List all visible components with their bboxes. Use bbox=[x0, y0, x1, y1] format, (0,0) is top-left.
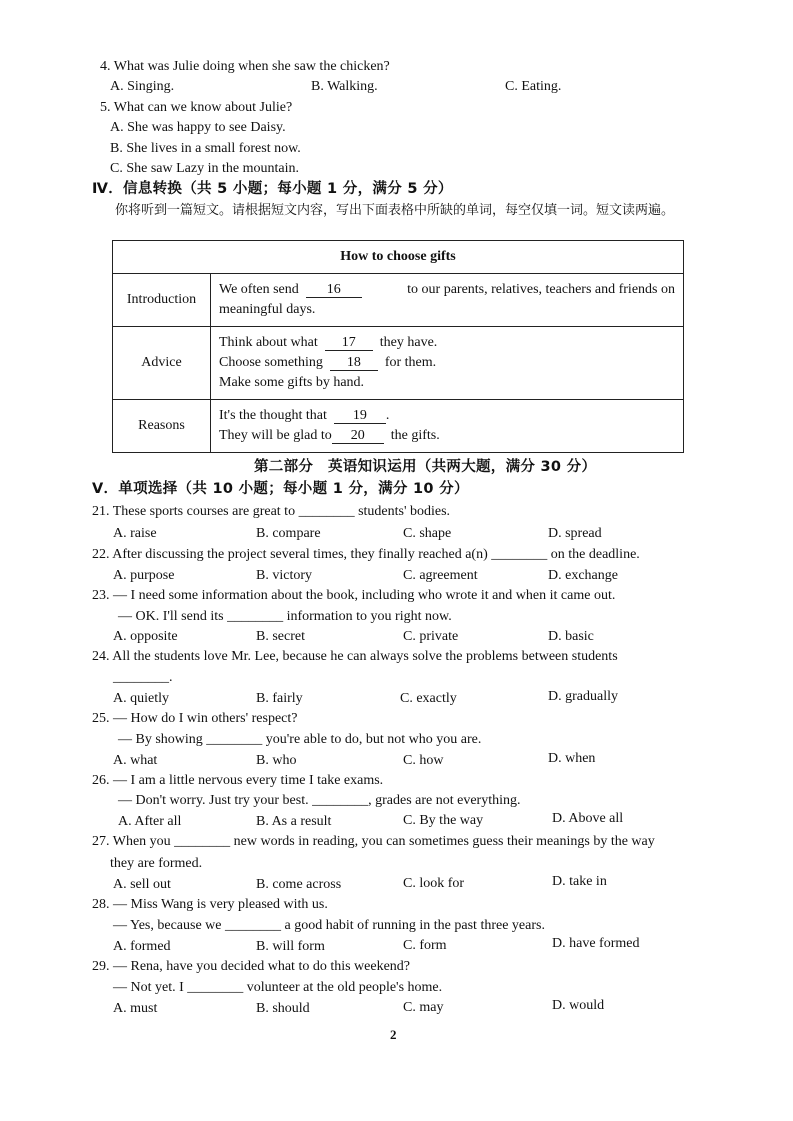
question-22-option-a: A. purpose bbox=[113, 568, 175, 583]
question-24-stem-wrapper bbox=[92, 648, 702, 666]
question-5-option-b: B. She lives in a small forest now. bbox=[110, 141, 301, 156]
cell-text: It's the thought that bbox=[219, 408, 327, 423]
question-23-option-b: B. secret bbox=[256, 629, 305, 644]
cell-text: We often send bbox=[219, 282, 299, 297]
question-29-option-a: A. must bbox=[113, 1001, 158, 1016]
section-4-instruction: 你将听到一篇短文。请根据短文内容，写出下面表格中所缺的单词，每空仅填一词。短文读两遍。 bbox=[115, 203, 675, 218]
question-5-option-c: C. She saw Lazy in the mountain. bbox=[110, 161, 299, 176]
question-25-option-c: C. how bbox=[403, 753, 444, 768]
question-26-option-a: A. After all bbox=[118, 814, 182, 829]
question-27-stem-line-2: they are formed. bbox=[110, 856, 203, 871]
question-23-option-d: D. basic bbox=[548, 629, 594, 644]
cell-text: meaningful days. bbox=[219, 302, 316, 317]
cell-text: . bbox=[385, 408, 390, 423]
question-27-option-d: D. take in bbox=[552, 874, 607, 889]
question-21-option-a: A. raise bbox=[113, 526, 157, 541]
section-4-heading: Ⅳ．信息转换（共 5 小题；每小题 1 分，满分 5 分） bbox=[92, 181, 453, 197]
row-label-introduction: Introduction bbox=[113, 274, 211, 327]
question-28-option-d: D. have formed bbox=[552, 936, 640, 951]
row-content-reasons bbox=[211, 400, 684, 453]
question-28-stem-line-2: — Yes, because we ________ a good habit of running in the past three years. bbox=[113, 918, 545, 933]
question-26-option-b: B. As a result bbox=[256, 814, 332, 829]
cell-text: They will be glad to bbox=[219, 428, 332, 443]
blank-16: 16 bbox=[306, 282, 362, 298]
question-25-option-b: B. who bbox=[256, 753, 297, 768]
row-label-reasons: Reasons bbox=[113, 400, 211, 453]
blank-20: 20 bbox=[332, 428, 384, 444]
question-29-option-c: C. may bbox=[403, 1000, 444, 1015]
question-28-option-c: C. form bbox=[403, 938, 447, 953]
question-29-option-d: D. would bbox=[552, 998, 605, 1013]
table-title: How to choose gifts bbox=[113, 241, 684, 274]
question-25-stem-line-2: — By showing ________ you're able to do, but not who you are. bbox=[118, 732, 482, 747]
part-2-heading: 第二部分 英语知识运用（共两大题，满分 30 分） bbox=[254, 459, 597, 475]
question-21-option-d: D. spread bbox=[548, 526, 602, 541]
question-27-stem: 27. When you ________ new words in reading, you can sometimes guess their meanings by the way bbox=[92, 834, 655, 849]
question-24-option-b: B. fairly bbox=[256, 691, 303, 706]
blank-17: 17 bbox=[325, 335, 373, 351]
question-24-option-c: C. exactly bbox=[400, 691, 457, 706]
question-5-stem: 5. What can we know about Julie? bbox=[100, 100, 293, 115]
blank-19: 19 bbox=[334, 408, 386, 424]
question-24-stem-line-2: ________. bbox=[113, 670, 173, 685]
cell-text: Think about what bbox=[219, 335, 318, 350]
question-26-stem: 26. — I am a little nervous every time I take exams. bbox=[92, 773, 384, 788]
cell-text: Make some gifts by hand. bbox=[219, 375, 365, 390]
gift-table bbox=[112, 240, 684, 453]
question-5-option-a: A. She was happy to see Daisy. bbox=[110, 120, 286, 135]
question-25-stem: 25. — How do I win others' respect? bbox=[92, 711, 298, 726]
question-24-option-a: A. quietly bbox=[113, 691, 169, 706]
question-26-option-d: D. Above all bbox=[552, 811, 624, 826]
question-26-stem-line-2: — Don't worry. Just try your best. ________, grades are not everything. bbox=[118, 793, 521, 808]
question-26-option-c: C. By the way bbox=[403, 813, 484, 828]
row-content-advice bbox=[211, 327, 684, 400]
question-29-stem: 29. — Rena, have you decided what to do this weekend? bbox=[92, 959, 411, 974]
question-22-option-c: C. agreement bbox=[403, 568, 478, 583]
row-label-advice: Advice bbox=[113, 327, 211, 400]
question-23-stem: 23. — I need some information about the book, including who wrote it and when it came out. bbox=[92, 588, 616, 603]
question-22-option-b: B. victory bbox=[256, 568, 312, 583]
cell-text: the gifts. bbox=[390, 428, 440, 443]
question-25-option-a: A. what bbox=[113, 753, 158, 768]
question-4-stem: 4. What was Julie doing when she saw the chicken? bbox=[100, 59, 390, 74]
question-22-stem: 22. After discussing the project several times, they finally reached a(n) ________ on the deadline. bbox=[92, 547, 640, 562]
question-4-option-b: B. Walking. bbox=[311, 79, 378, 94]
cell-text: to our parents, relatives, teachers and friends on bbox=[407, 282, 675, 297]
question-4-option-c: C. Eating. bbox=[505, 79, 562, 94]
question-28-option-b: B. will form bbox=[256, 939, 325, 954]
cell-text: Choose something bbox=[219, 355, 323, 370]
cell-text: they have. bbox=[379, 335, 438, 350]
question-23-stem-line-2: — OK. I'll send its ________ information to you right now. bbox=[118, 609, 452, 624]
question-4-option-a: A. Singing. bbox=[110, 79, 175, 94]
question-21-stem: 21. These sports courses are great to ________ students' bodies. bbox=[92, 504, 451, 519]
section-5-heading: Ⅴ．单项选择（共 10 小题；每小题 1 分，满分 10 分） bbox=[92, 481, 469, 497]
question-28-option-a: A. formed bbox=[113, 939, 171, 954]
question-29-option-b: B. should bbox=[256, 1001, 310, 1016]
page-number: 2 bbox=[390, 1027, 397, 1042]
question-27-option-b: B. come across bbox=[256, 877, 342, 892]
question-24-stem: 24. All the students love Mr. Lee, because he can always solve the problems between students bbox=[92, 649, 618, 664]
question-21-option-b: B. compare bbox=[256, 526, 321, 541]
question-24-option-d: D. gradually bbox=[548, 689, 618, 704]
question-27-option-c: C. look for bbox=[403, 876, 465, 891]
blank-18: 18 bbox=[330, 355, 378, 371]
question-27-option-a: A. sell out bbox=[113, 877, 171, 892]
question-21-option-c: C. shape bbox=[403, 526, 452, 541]
question-23-option-a: A. opposite bbox=[113, 629, 178, 644]
question-25-option-d: D. when bbox=[548, 751, 596, 766]
cell-text: for them. bbox=[384, 355, 437, 370]
row-content-introduction bbox=[211, 274, 684, 327]
question-22-option-d: D. exchange bbox=[548, 568, 618, 583]
question-29-stem-line-2: — Not yet. I ________ volunteer at the old people's home. bbox=[113, 980, 443, 995]
question-23-option-c: C. private bbox=[403, 629, 459, 644]
question-28-stem: 28. — Miss Wang is very pleased with us. bbox=[92, 897, 328, 912]
